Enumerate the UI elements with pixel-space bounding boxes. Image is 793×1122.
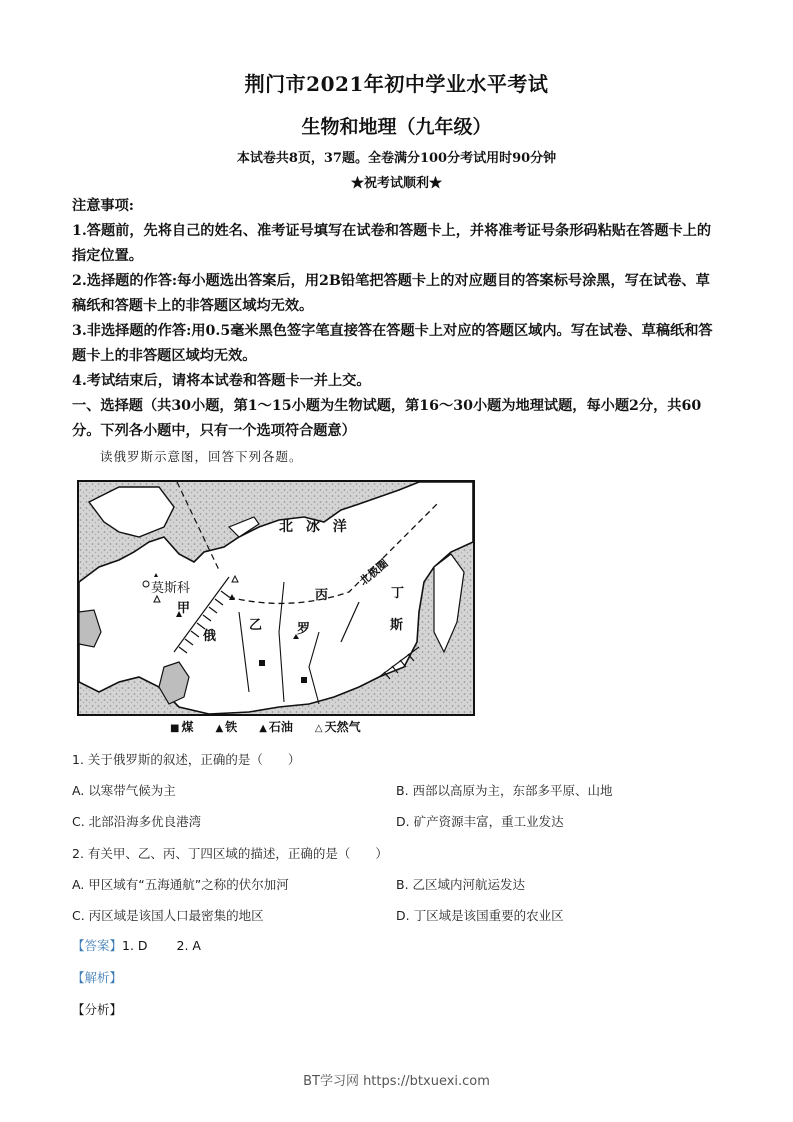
map-graphic <box>79 482 473 714</box>
option-d: D. 丁区域是该国重要的农业区 <box>396 908 564 923</box>
instruction-item: 3.非选择题的作答:用0.5毫米黑色签字笔直接答在答题卡上对应的答题区域内。写在试卷、草稿纸和答题卡上的非答题区域均无效。 <box>72 323 713 364</box>
footer-watermark: BT学习网 https://btxuexi.com <box>303 1074 490 1089</box>
exam-subtitle: 生物和地理（九年级） <box>301 116 492 138</box>
option-c: C. 北部沿海多优良港湾 <box>72 814 202 829</box>
instructions-heading: 注意事项: <box>72 198 134 214</box>
option-a: A. 甲区域有“五海通航”之称的伏尔加河 <box>72 877 289 892</box>
instruction-item: 2.选择题的作答:每小题选出答案后，用2B铅笔把答题卡上的对应题目的答案标号涂黑，写在试卷、草稿纸和答题卡上的非答题区域均无效。 <box>72 273 710 314</box>
instruction-item: 1.答题前，先将自己的姓名、准考证号填写在试卷和答题卡上，并将准考证号条形码粘贴在答题卡上的指定位置。 <box>72 223 712 264</box>
option-d: D. 矿产资源丰富，重工业发达 <box>396 814 564 829</box>
option-b: B. 乙区域内河航运发达 <box>396 877 526 892</box>
answer-line <box>72 936 201 954</box>
map-intro: 读俄罗斯示意图，回答下列各题。 <box>100 449 303 464</box>
label-moscow: 莫斯科 <box>151 581 191 596</box>
legend-item-oil: ▲ 石油 <box>259 720 293 734</box>
fenxi-label: 【分析】 <box>72 1002 123 1017</box>
question-stem: 1. 关于俄罗斯的叙述，正确的是（ ） <box>72 752 301 767</box>
legend-item-iron: ▲ 铁 <box>215 720 238 734</box>
section-heading: 一、选择题（共30小题，第1～15小题为生物试题，第16～30小题为地理试题，每小题2分，共60分。下列各小题中，只有一个选项符合题意） <box>72 398 702 439</box>
legend-item-coal: ■ 煤 <box>170 720 194 734</box>
label-region-yi: 乙 <box>249 618 263 633</box>
option-a: A. 以寒带气候为主 <box>72 783 176 798</box>
answer-values: 1. D 2. A <box>122 938 201 953</box>
option-c: C. 丙区域是该国人口最密集的地区 <box>72 908 264 923</box>
instructions <box>72 194 722 444</box>
label-region-ding: 丁 <box>391 586 405 601</box>
label-arctic-ocean: 北 冰 洋 <box>279 519 351 535</box>
label-region-bing: 丙 <box>315 588 329 603</box>
label-arctic-circle: 北极圈 <box>357 556 391 588</box>
legend-item-gas: △ 天然气 <box>314 720 361 734</box>
analysis-label: 【解析】 <box>72 970 123 985</box>
exam-wish: ★祝考试顺利★ <box>350 176 442 191</box>
label-si: 斯 <box>390 618 404 633</box>
russia-map <box>77 480 475 716</box>
map-legend <box>170 718 470 735</box>
exam-title: 荆门市2021年初中学业水平考试 <box>244 72 549 96</box>
label-region-jia: 甲 <box>177 601 191 616</box>
instruction-item: 4.考试结束后，请将本试卷和答题卡一并上交。 <box>72 373 371 389</box>
label-luo: 罗 <box>297 622 311 637</box>
option-b: B. 西部以高原为主，东部多平原、山地 <box>396 783 613 798</box>
answer-label: 【答案】 <box>72 938 123 953</box>
question-stem: 2. 有关甲、乙、丙、丁四区域的描述，正确的是（ ） <box>72 846 388 861</box>
label-e: 俄 <box>203 629 217 644</box>
exam-info: 本试卷共8页，37题。全卷满分100分考试用时90分钟 <box>236 151 557 166</box>
